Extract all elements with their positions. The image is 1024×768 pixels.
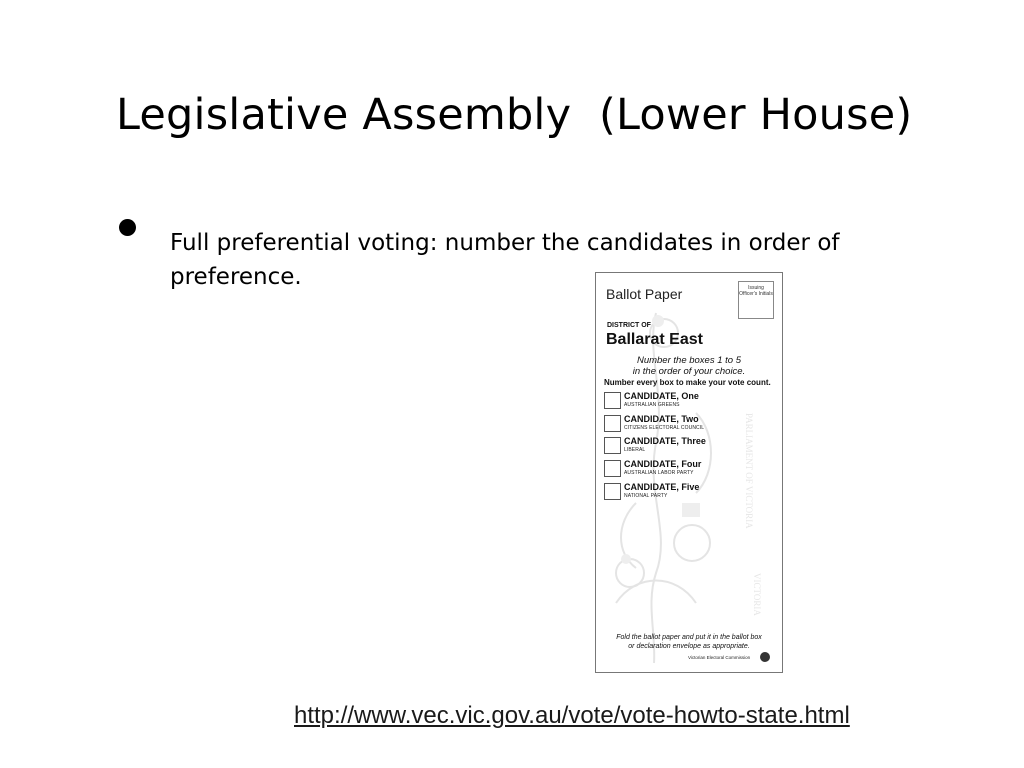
candidate-party: AUSTRALIAN GREENS xyxy=(624,402,680,408)
candidate-row xyxy=(604,413,774,433)
candidate-checkbox[interactable] xyxy=(604,392,621,409)
district-name: Ballarat East xyxy=(606,331,703,348)
instruction-line-1: Number the boxes 1 to 5 xyxy=(636,355,742,366)
candidate-row xyxy=(604,481,774,501)
candidate-name: CANDIDATE, Three xyxy=(624,436,706,446)
footer-line-2: or declaration envelope as appropriate. xyxy=(628,643,750,650)
candidate-row xyxy=(604,435,774,455)
candidate-party: CITIZENS ELECTORAL COUNCIL xyxy=(624,425,705,431)
candidate-checkbox[interactable] xyxy=(604,415,621,432)
candidate-row xyxy=(604,390,774,410)
vec-logo-icon xyxy=(760,652,770,662)
instruction-bold: Number every box to make your vote count. xyxy=(604,378,771,387)
ballot-heading: Ballot Paper xyxy=(606,286,683,302)
svg-text:VICTORIA: VICTORIA xyxy=(752,573,762,616)
candidate-party: LIBERAL xyxy=(624,447,646,453)
candidate-name: CANDIDATE, Two xyxy=(624,414,699,424)
candidate-checkbox[interactable] xyxy=(604,437,621,454)
footer-line-1: Fold the ballot paper and put it in the ballot box xyxy=(616,634,762,641)
candidate-name: CANDIDATE, One xyxy=(624,391,699,401)
candidate-party: AUSTRALIAN LABOR PARTY xyxy=(624,470,694,476)
candidate-name: CANDIDATE, Four xyxy=(624,459,702,469)
district-label: DISTRICT OF xyxy=(607,322,651,329)
vec-url-link[interactable]: http://www.vec.vic.gov.au/vote/vote-howto-state.html xyxy=(294,702,850,729)
commission-name: Victorian Electoral Commission xyxy=(688,655,751,660)
issuing-officer-box: Issuing Officer's Initials xyxy=(738,281,774,319)
ballot-footer xyxy=(604,633,774,651)
ballot-paper-image xyxy=(595,272,783,673)
candidate-row xyxy=(604,458,774,478)
candidate-checkbox[interactable] xyxy=(604,460,621,477)
candidate-party: NATIONAL PARTY xyxy=(624,493,668,499)
bullet-dot xyxy=(119,219,136,236)
instruction-line-2: in the order of your choice. xyxy=(632,366,746,377)
bullet-text: Full preferential voting: number the candidates in order of preference. xyxy=(170,230,840,290)
slide-title: Legislative Assembly (Lower House) xyxy=(116,90,913,140)
svg-text:PARLIAMENT OF VICTORIA: PARLIAMENT OF VICTORIA xyxy=(744,413,754,529)
ballot-instructions xyxy=(606,355,772,377)
candidate-checkbox[interactable] xyxy=(604,483,621,500)
candidate-name: CANDIDATE, Five xyxy=(624,482,700,492)
